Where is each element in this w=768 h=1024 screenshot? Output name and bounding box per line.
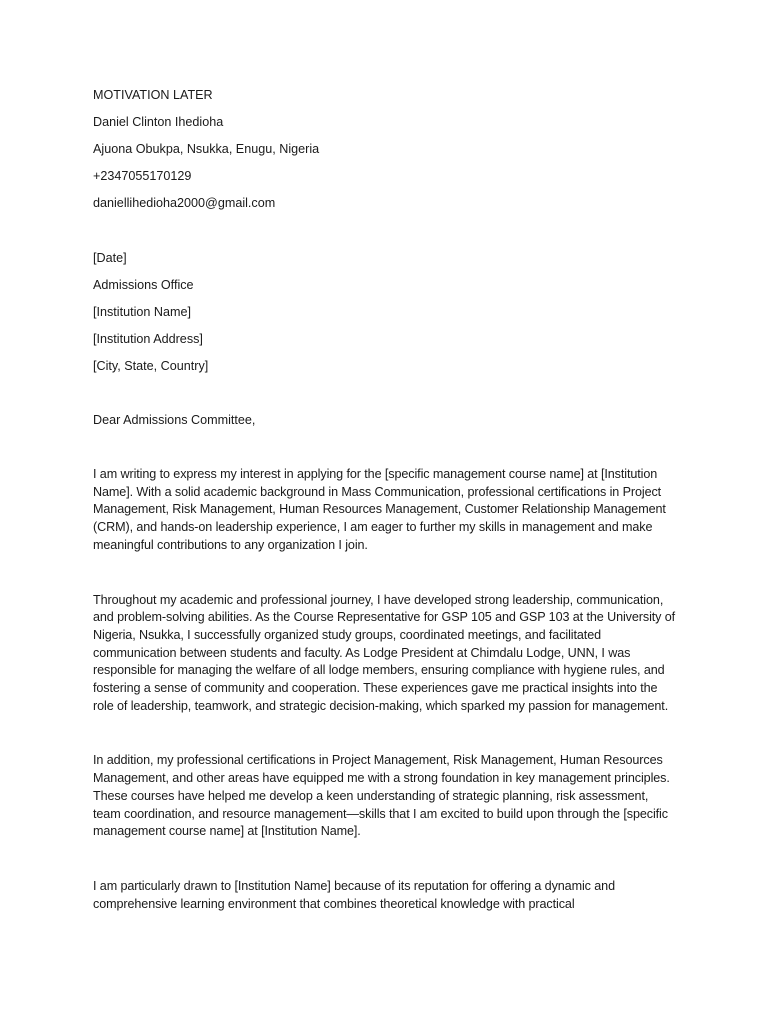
sender-name: Daniel Clinton Ihedioha <box>93 115 224 129</box>
letter-date: [Date] <box>93 251 127 265</box>
recipient-city-state-country: [City, State, Country] <box>93 359 209 373</box>
sender-address: Ajuona Obukpa, Nsukka, Enugu, Nigeria <box>93 142 320 156</box>
recipient-institution-name: [Institution Name] <box>93 305 191 319</box>
body-paragraph-2: Throughout my academic and professional journey, I have developed strong leadership, communication, and problem-solving abilities. As the Course Representative for GSP 105 and GSP 103 at the University of Nigeria, Nsukka, I successfully organized study groups, coordinated meetings, and facilitated communication between students and faculty. As Lodge President at Chimdalu Lodge, UNN, I was responsible for managing the welfare of all lodge members, ensuring compliance with hygiene rules, and fostering a sense of community and cooperation. These experiences gave me practical insights into the role of leadership, teamwork, and strategic decision-making, which sparked my passion for management. <box>93 592 676 713</box>
salutation: Dear Admissions Committee, <box>93 413 256 427</box>
letter-page <box>93 87 678 913</box>
recipient-institution-address: [Institution Address] <box>93 332 203 346</box>
body-paragraph-4: I am particularly drawn to [Institution Name] because of its reputation for offering a dynamic and comprehensive learning environment that combines theoretical knowledge with practical <box>93 878 615 911</box>
sender-email: daniellihedioha2000@gmail.com <box>93 196 276 210</box>
recipient-office: Admissions Office <box>93 278 194 292</box>
letter-heading: MOTIVATION LATER <box>93 88 213 102</box>
sender-phone: +2347055170129 <box>93 169 192 183</box>
body-paragraph-1: I am writing to express my interest in applying for the [specific management course name] at [Institution Name]. With a solid academic background in Mass Communication, professional certifications in Project Management, Risk Management, Human Resources Management, Customer Relationship Management (CRM), and hands-on leadership experience, I am eager to further my skills in management and make meaningful contributions to any organization I join. <box>93 467 666 552</box>
body-paragraph-3: In addition, my professional certifications in Project Management, Risk Management, Human Resources Management, and other areas have equipped me with a strong foundation in key management principles. These courses have helped me develop a keen understanding of strategic planning, risk assessment, team coordination, and resource management—skills that I am excited to build upon through the [specific management course name] at [Institution Name]. <box>93 753 670 839</box>
